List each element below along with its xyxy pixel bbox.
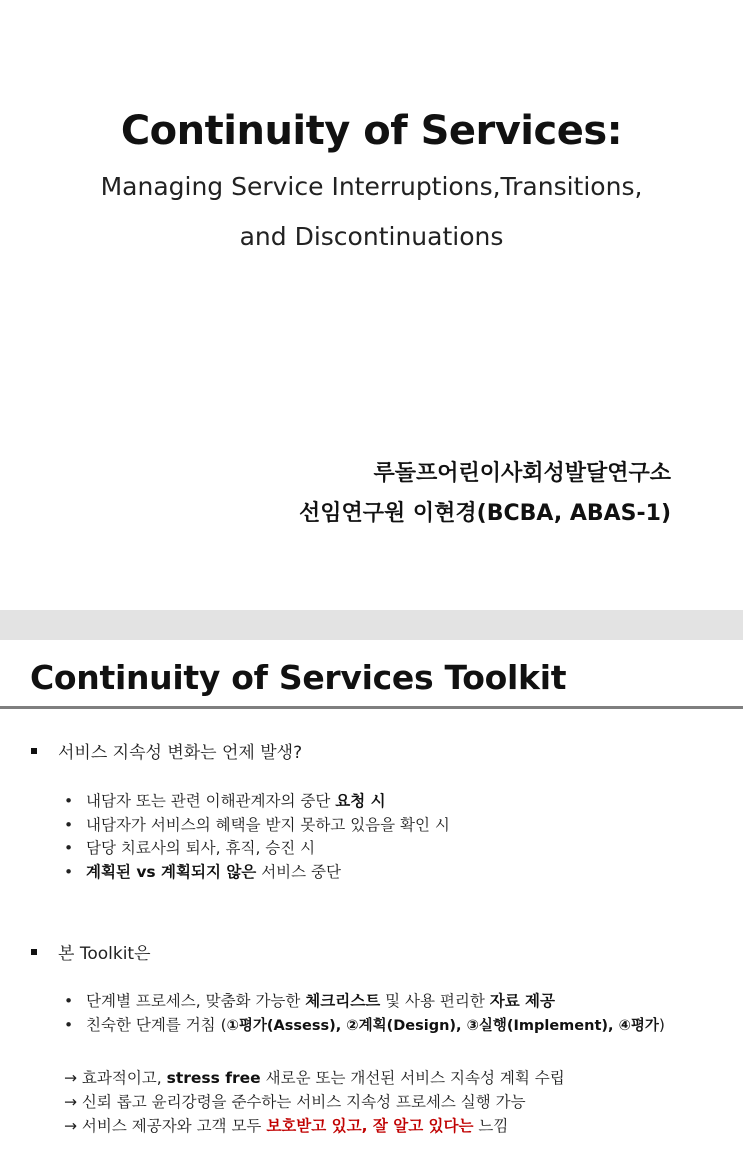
list-item: • 계획된 vs 계획되지 않은 서비스 중단 (64, 861, 450, 885)
organization-name: 루돌프어린이사회성발달연구소 (373, 461, 671, 486)
slide-subtitle-line2: and Discontinuations (239, 222, 504, 251)
square-bullet-icon (31, 949, 37, 955)
bullet-dot-icon: • (64, 992, 74, 1010)
toolkit-intro: 본 Toolkit은 (58, 944, 151, 964)
list-item: • 담당 치료사의 퇴사, 휴직, 승진 시 (64, 837, 450, 861)
outcome-item: → 신뢰 롭고 윤리강령을 준수하는 서비스 지속성 프로세스 실행 가능 (64, 1093, 526, 1111)
author-name: 선임연구원 이현경(BCBA, ABAS-1) (298, 501, 671, 526)
when-list (64, 790, 450, 884)
bullet-dot-icon: • (64, 839, 74, 857)
title-underline (0, 706, 743, 709)
square-bullet-icon (31, 748, 37, 754)
bullet-dot-icon: • (64, 792, 74, 810)
list-item: • 내담자 또는 관련 이해관계자의 중단 요청 시 (64, 790, 450, 814)
slide-subtitle-line1: Managing Service Interruptions,Transitions, (100, 172, 643, 201)
bullet-dot-icon: • (64, 1015, 74, 1034)
toolkit-slide (0, 640, 743, 1151)
bullet-dot-icon: • (64, 862, 74, 881)
list-item: • 친숙한 단계를 거침 (①평가(Assess), ②계획(Design), ③실행(Implement), ④평가) (64, 1014, 665, 1038)
outcome-item: → 효과적이고, stress free 새로운 또는 개선된 서비스 지속성 계획 수립 (64, 1069, 565, 1087)
toolkit-features-list (64, 990, 665, 1037)
question-when: 서비스 지속성 변화는 언제 발생? (58, 743, 303, 763)
bullet-dot-icon: • (64, 815, 74, 834)
outcome-item: → 서비스 제공자와 고객 모두 보호받고 있고, 잘 알고 있다는 느낌 (64, 1117, 509, 1135)
list-item: • 단계별 프로세스, 맞춤화 가능한 체크리스트 및 사용 편리한 자료 제공 (64, 990, 665, 1014)
outcomes-list (64, 1066, 565, 1138)
toolkit-title: Continuity of Services Toolkit (30, 658, 567, 697)
list-item: • 내담자가 서비스의 혜택을 받지 못하고 있음을 확인 시 (64, 814, 450, 838)
slide-separator (0, 610, 743, 640)
slide-title: Continuity of Services: (120, 108, 623, 154)
